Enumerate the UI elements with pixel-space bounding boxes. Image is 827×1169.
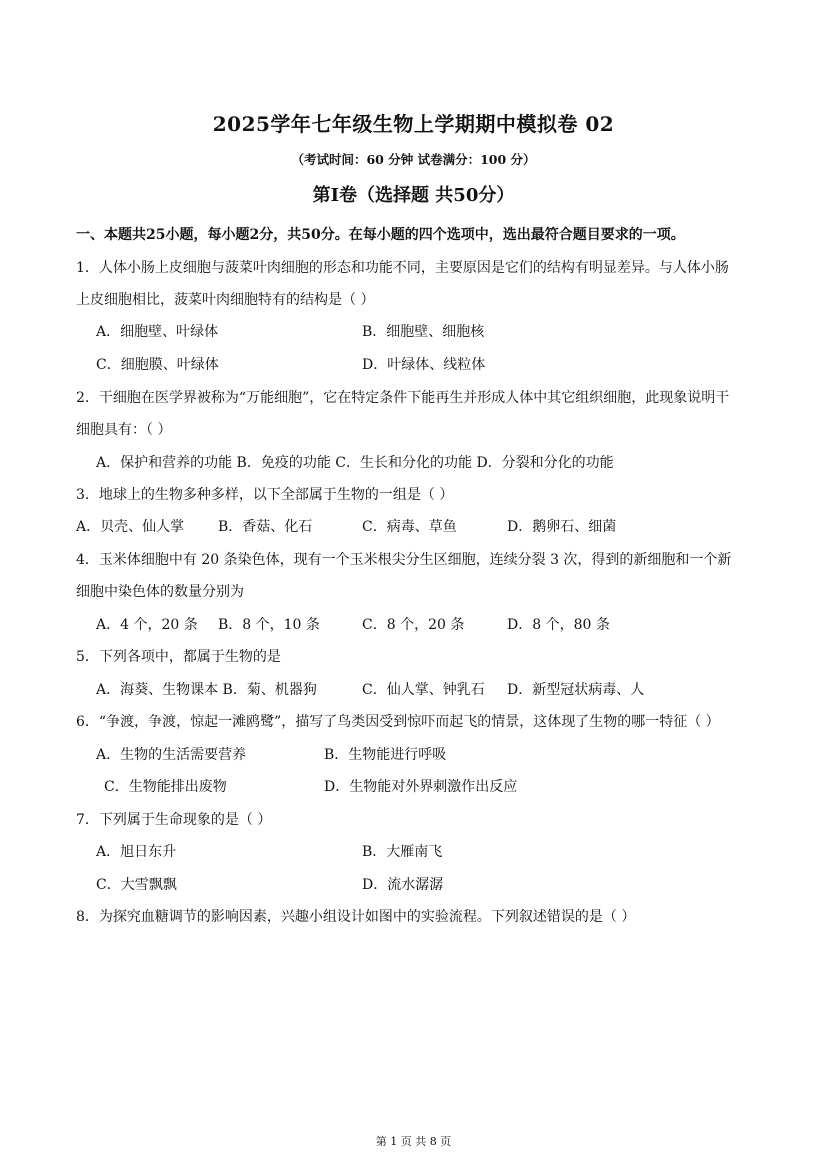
question-3-option-c: C．病毒、草鱼 [362, 519, 457, 535]
question-1-option-a: A．细胞壁、叶绿体 [96, 324, 219, 340]
question-7-stem: 7．下列属于生命现象的是（ ） [76, 812, 272, 828]
question-5-option-d: D．新型冠状病毒、人 [507, 682, 645, 698]
question-4-option-b: B．8 个，10 条 [218, 617, 320, 633]
question-3-stem: 3．地球上的生物多种多样，以下全部属于生物的一组是（ ） [76, 487, 454, 503]
question-6-stem: 6．“争渡，争渡，惊起一滩鸥鹭”，描写了鸟类因受到惊吓而起飞的情景，这体现了生物的哪一特征（ ） [76, 714, 720, 730]
question-1-option-c: C．细胞膜、叶绿体 [96, 357, 219, 373]
question-4-option-a: A．4 个，20 条 [96, 617, 198, 633]
question-1-option-b: B．细胞壁、细胞核 [362, 324, 485, 340]
question-6-option-c: C．生物能排出废物 [104, 779, 227, 795]
question-2-options: A．保护和营养的功能 B．免疫的功能 C．生长和分化的功能 D．分裂和分化的功能 [96, 455, 614, 471]
exam-title: 2025学年七年级生物上学期期中模拟卷 02 [212, 112, 615, 136]
question-1-stem-line-1: 1．人体小肠上皮细胞与菠菜叶肉细胞的形态和功能不同，主要原因是它们的结构有明显差异。与人体小肠 [76, 260, 729, 276]
question-4-stem-line-2: 细胞中染色体的数量分别为 [76, 584, 244, 600]
question-3-option-b: B．香菇、化石 [218, 519, 313, 535]
question-2-stem-line-1: 2．干细胞在医学界被称为“万能细胞”，它在特定条件下能再生并形成人体中其它组织细胞，此现象说明干 [76, 390, 730, 406]
page-footer: 第 1 页 共 8 页 [375, 1135, 452, 1148]
question-3-option-d: D．鹅卵石、细菌 [507, 519, 617, 535]
question-7-option-a: A．旭日东升 [96, 844, 177, 860]
exam-subtitle: （考试时间：60 分钟 试卷满分：100 分） [291, 152, 536, 167]
question-6-option-a: A．生物的生活需要营养 [96, 747, 247, 763]
question-5-option-c: C．仙人掌、钟乳石 [362, 682, 485, 698]
question-7-option-d: D．流水潺潺 [362, 877, 444, 893]
question-4-stem-line-1: 4．玉米体细胞中有 20 条染色体，现有一个玉米根尖分生区细胞，连续分裂 3 次，得到的新细胞和一个新 [76, 552, 732, 568]
question-8-stem: 8．为探究血糖调节的影响因素，兴趣小组设计如图中的实验流程。下列叙述错误的是（ ） [76, 909, 636, 925]
section-instruction: 一、本题共25小题，每小题2分，共50分。在每小题的四个选项中，选出最符合题目要求的一项。 [76, 227, 685, 243]
question-7-option-c: C．大雪飘飘 [96, 877, 177, 893]
question-4-option-d: D．8 个，80 条 [507, 617, 610, 633]
question-4-option-c: C．8 个，20 条 [362, 617, 465, 633]
question-5-option-ab: A．海葵、生物课本 B．菊、机器狗 [96, 682, 317, 698]
part-title: 第Ⅰ卷（选择题 共50分） [312, 185, 515, 206]
question-2-stem-line-2: 细胞具有：（ ） [76, 422, 172, 438]
question-3-option-a: A．贝壳、仙人掌 [76, 519, 185, 535]
question-1-option-d: D．叶绿体、线粒体 [362, 357, 486, 373]
question-7-option-b: B．大雁南飞 [362, 844, 443, 860]
question-5-stem: 5．下列各项中，都属于生物的是 [76, 649, 281, 665]
question-6-option-d: D．生物能对外界刺激作出反应 [324, 779, 518, 795]
question-6-option-b: B．生物能进行呼吸 [324, 747, 447, 763]
question-1-stem-line-2: 上皮细胞相比，菠菜叶肉细胞特有的结构是（ ） [76, 292, 375, 308]
